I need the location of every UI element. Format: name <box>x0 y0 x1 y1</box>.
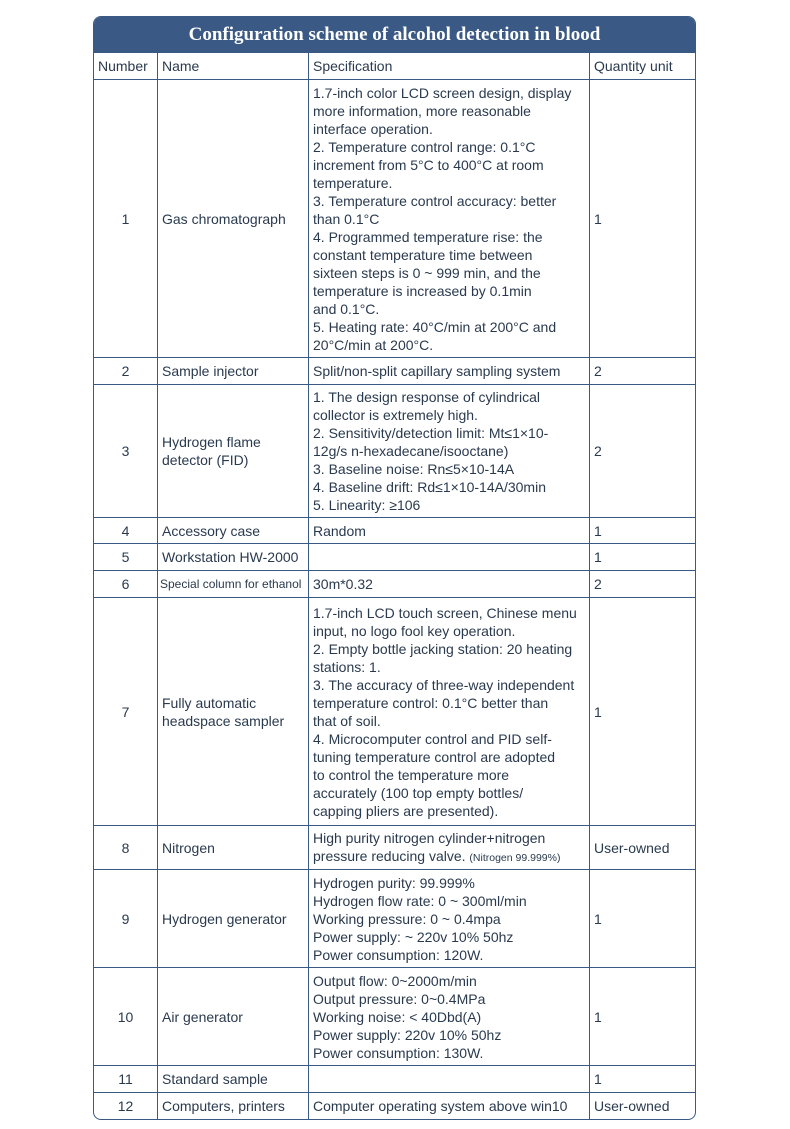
row-name: Special column for ethanol <box>158 571 309 598</box>
row-quantity: User-owned <box>590 1093 697 1120</box>
config-table <box>93 52 696 1120</box>
header-number: Number <box>94 53 158 80</box>
row-spec <box>309 518 590 544</box>
table-row <box>94 1066 697 1093</box>
spec-line: 1.7-inch LCD touch screen, Chinese menu <box>313 604 577 621</box>
row-quantity: User-owned <box>590 826 697 870</box>
row-spec <box>309 358 590 385</box>
spec-line: 3. The accuracy of three-way independent <box>313 676 575 693</box>
row-number: 10 <box>94 968 158 1066</box>
table-row <box>94 870 697 968</box>
row-number: 7 <box>94 598 158 826</box>
row-name: Standard sample <box>158 1066 309 1093</box>
spec-line: than 0.1°C <box>313 210 380 227</box>
spec-line: 1.7-inch color LCD screen design, display <box>313 84 572 101</box>
table-row <box>94 571 697 598</box>
row-number: 9 <box>94 870 158 968</box>
spec-line: Power consumption: 130W. <box>313 1044 484 1061</box>
config-table-card <box>93 16 696 1120</box>
row-quantity: 1 <box>590 544 697 571</box>
row-spec <box>309 1066 590 1093</box>
spec-line: 3. Temperature control accuracy: better <box>313 192 557 209</box>
row-number: 12 <box>94 1093 158 1120</box>
row-name: Accessory case <box>158 518 309 544</box>
spec-line: increment from 5°C to 400°C at room <box>313 156 544 173</box>
row-number: 8 <box>94 826 158 870</box>
spec-line: Hydrogen purity: 99.999% <box>313 874 475 891</box>
spec-line: 1. The design response of cylindrical <box>313 389 540 405</box>
spec-line <box>313 847 585 867</box>
row-name: Fully automatic headspace sampler <box>158 598 309 826</box>
spec-line: more information, more reasonable <box>313 102 531 119</box>
table-row <box>94 518 697 544</box>
row-spec <box>309 870 590 968</box>
row-quantity: 2 <box>590 385 697 518</box>
row-number: 5 <box>94 544 158 571</box>
spec-line: 4. Baseline drift: Rd≤1×10-14A/30min <box>313 479 546 495</box>
spec-line: Power supply: ~ 220v 10% 50hz <box>313 928 514 945</box>
table-row <box>94 80 697 358</box>
row-spec <box>309 968 590 1066</box>
spec-line: High purity nitrogen cylinder+nitrogen <box>313 829 546 846</box>
row-quantity: 2 <box>590 358 697 385</box>
table-row <box>94 826 697 870</box>
spec-note: (Nitrogen 99.999%) <box>469 851 561 864</box>
table-row <box>94 358 697 385</box>
spec-line: 3. Baseline noise: Rn≤5×10-14A <box>313 461 515 477</box>
table-row <box>94 598 697 826</box>
spec-line: temperature is increased by 0.1min <box>313 282 532 299</box>
row-quantity: 1 <box>590 870 697 968</box>
spec-line: 2. Empty bottle jacking station: 20 heating <box>313 640 573 657</box>
row-name: Computers, printers <box>158 1093 309 1120</box>
spec-line: Working noise: < 40Dbd(A) <box>313 1008 482 1025</box>
spec-line: Working pressure: 0 ~ 0.4mpa <box>313 910 501 927</box>
spec-line: collector is extremely high. <box>313 407 478 423</box>
spec-line: constant temperature time between <box>313 246 533 263</box>
spec-line: input, no logo fool key operation. <box>313 622 516 639</box>
table-title: Configuration scheme of alcohol detection in blood <box>94 17 695 52</box>
spec-line: 2. Temperature control range: 0.1°C <box>313 138 536 155</box>
spec-line: 4. Programmed temperature rise: the <box>313 228 543 245</box>
spec-line: 20°C/min at 200°C. <box>313 336 434 353</box>
spec-line: Hydrogen flow rate: 0 ~ 300ml/min <box>313 892 527 909</box>
row-spec <box>309 544 590 571</box>
spec-line: Output pressure: 0~0.4MPa <box>313 990 486 1007</box>
header-row <box>94 53 697 80</box>
spec-line: 30m*0.32 <box>313 576 373 592</box>
row-name: Air generator <box>158 968 309 1066</box>
row-number: 6 <box>94 571 158 598</box>
header-name: Name <box>158 53 309 80</box>
row-spec <box>309 80 590 358</box>
row-name: Hydrogen generator <box>158 870 309 968</box>
spec-line: accurately (100 top empty bottles/ <box>313 784 524 801</box>
row-spec <box>309 826 590 870</box>
spec-line: capping pliers are presented). <box>313 802 499 819</box>
row-number: 1 <box>94 80 158 358</box>
table-row <box>94 544 697 571</box>
row-number: 4 <box>94 518 158 544</box>
row-name: Gas chromatograph <box>158 80 309 358</box>
row-spec <box>309 1093 590 1120</box>
spec-line: Power consumption: 120W. <box>313 946 484 963</box>
spec-line: 5. Heating rate: 40°C/min at 200°C and <box>313 318 557 335</box>
row-quantity: 1 <box>590 518 697 544</box>
row-quantity: 2 <box>590 571 697 598</box>
row-number: 3 <box>94 385 158 518</box>
header-spec: Specification <box>309 53 590 80</box>
spec-line: tuning temperature control are adopted <box>313 748 556 765</box>
header-qty: Quantity unit <box>590 53 697 80</box>
spec-line: 12g/s n-hexadecane/isooctane) <box>313 443 509 459</box>
row-name: Sample injector <box>158 358 309 385</box>
spec-line: sixteen steps is 0 ~ 999 min, and the <box>313 264 541 281</box>
spec-line: 2. Sensitivity/detection limit: Mt≤1×10- <box>313 425 549 441</box>
spec-line-text: pressure reducing valve. <box>313 847 466 864</box>
row-name: Hydrogen flame detector (FID) <box>158 385 309 518</box>
spec-line: temperature control: 0.1°C better than <box>313 694 549 711</box>
spec-line: stations: 1. <box>313 658 381 675</box>
spec-line: Split/non-split capillary sampling system <box>313 363 561 379</box>
table-row <box>94 385 697 518</box>
table-row <box>94 1093 697 1120</box>
row-name: Workstation HW-2000 <box>158 544 309 571</box>
spec-line: to control the temperature more <box>313 766 510 783</box>
spec-line: Random <box>313 522 366 539</box>
row-spec <box>309 571 590 598</box>
row-quantity: 1 <box>590 80 697 358</box>
spec-line: interface operation. <box>313 120 433 137</box>
spec-line: Computer operating system above win10 <box>313 1098 568 1114</box>
row-name: Nitrogen <box>158 826 309 870</box>
spec-line: temperature. <box>313 174 393 191</box>
row-quantity: 1 <box>590 968 697 1066</box>
spec-line: that of soil. <box>313 712 381 729</box>
row-spec <box>309 385 590 518</box>
table-row <box>94 968 697 1066</box>
spec-line: Power supply: 220v 10% 50hz <box>313 1026 502 1043</box>
table-body <box>94 80 697 1120</box>
row-number: 11 <box>94 1066 158 1093</box>
spec-line: and 0.1°C. <box>313 300 380 317</box>
spec-line: Output flow: 0~2000m/min <box>313 972 477 989</box>
row-number: 2 <box>94 358 158 385</box>
spec-line: 4. Microcomputer control and PID self- <box>313 730 552 747</box>
row-quantity: 1 <box>590 1066 697 1093</box>
spec-line: 5. Linearity: ≥106 <box>313 497 421 513</box>
row-quantity: 1 <box>590 598 697 826</box>
row-spec <box>309 598 590 826</box>
